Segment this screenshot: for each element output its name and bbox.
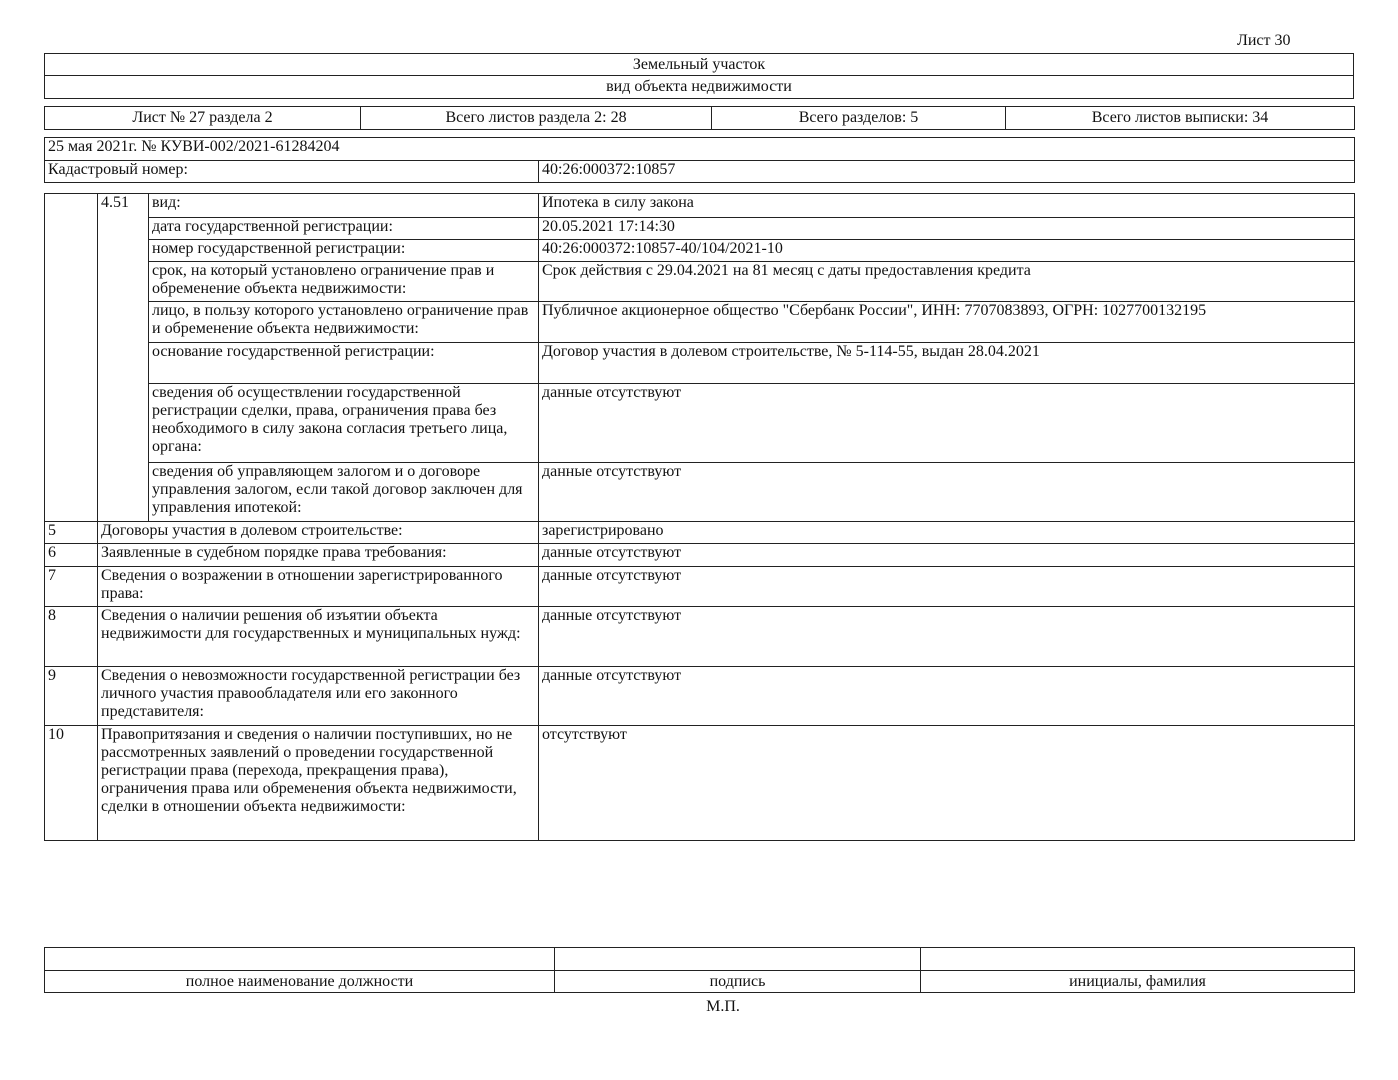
position-blank — [45, 948, 555, 971]
field-value: данные отсутствуют — [539, 463, 1355, 522]
object-type-caption: вид объекта недвижимости — [45, 76, 1354, 99]
cadastral-label: Кадастровый номер: — [45, 161, 539, 183]
table-row — [45, 567, 1355, 607]
object-type-table — [44, 53, 1354, 99]
stamp-place: М.П. — [706, 998, 740, 1015]
section-sheets-total: Всего листов раздела 2: 28 — [361, 107, 712, 130]
field-value: 20.05.2021 17:14:30 — [539, 218, 1355, 240]
sheet-number: Лист 30 — [1237, 32, 1291, 49]
sheet-number-in-section: Лист № 27 раздела 2 — [45, 107, 361, 130]
field-value: Ипотека в силу закона — [539, 194, 1355, 218]
object-type: Земельный участок — [45, 54, 1354, 76]
table-row — [45, 726, 1355, 841]
table-row — [45, 607, 1355, 667]
encumbrance-num: 4.51 — [98, 194, 149, 522]
field-value: Публичное акционерное общество "Сбербанк России", ИНН: 7707083893, ОГРН: 1027700132195 — [539, 302, 1355, 343]
cadastral-value: 40:26:000372:10857 — [539, 161, 1355, 183]
table-row — [45, 522, 1355, 544]
field-label: вид: — [149, 194, 539, 218]
field-value: Договор участия в долевом строительстве, № 5-114-55, выдан 28.04.2021 — [539, 343, 1355, 384]
item-value: данные отсутствуют — [539, 607, 1355, 667]
signature-caption: подпись — [555, 971, 921, 993]
item-value: данные отсутствуют — [539, 567, 1355, 607]
item-num: 5 — [45, 522, 98, 544]
field-label: лицо, в пользу которого установлено ограничение прав и обременение объекта недвижимости: — [149, 302, 539, 343]
table-row — [45, 667, 1355, 726]
signature-table — [44, 947, 1355, 993]
item-num: 8 — [45, 607, 98, 667]
position-caption: полное наименование должности — [45, 971, 555, 993]
field-label: номер государственной регистрации: — [149, 240, 539, 262]
item-value: данные отсутствуют — [539, 544, 1355, 567]
item-label: Сведения о возражении в отношении зарегистрированного права: — [98, 567, 539, 607]
date-and-number: 25 мая 2021г. № КУВИ-002/2021-61284204 — [45, 138, 1355, 161]
document-info-table — [44, 137, 1355, 183]
extract-sheets-total: Всего листов выписки: 34 — [1006, 107, 1355, 130]
field-label: дата государственной регистрации: — [149, 218, 539, 240]
name-caption: инициалы, фамилия — [921, 971, 1355, 993]
item-value: зарегистрировано — [539, 522, 1355, 544]
sheet-info-table — [44, 106, 1355, 130]
field-label: основание государственной регистрации: — [149, 343, 539, 384]
signature-blank — [555, 948, 921, 971]
table-row — [45, 544, 1355, 567]
field-value: Срок действия с 29.04.2021 на 81 месяц с даты предоставления кредита — [539, 262, 1355, 302]
item-label: Сведения о невозможности государственной регистрации без личного участия правообладателя или его законного представителя: — [98, 667, 539, 726]
sections-total: Всего разделов: 5 — [712, 107, 1006, 130]
main-table — [44, 193, 1355, 841]
item-value: отсутствуют — [539, 726, 1355, 841]
field-value: данные отсутствуют — [539, 384, 1355, 463]
field-label: срок, на который установлено ограничение прав и обременение объекта недвижимости: — [149, 262, 539, 302]
item-label: Заявленные в судебном порядке права требования: — [98, 544, 539, 567]
field-label: сведения об управляющем залогом и о договоре управления залогом, если такой договор заключен для управления ипотекой: — [149, 463, 539, 522]
item-num: 7 — [45, 567, 98, 607]
item-label: Правопритязания и сведения о наличии поступивших, но не рассмотренных заявлений о проведении государственной регистрации права (перехода, прекращения права), ограничения права или обременения объекта недвижимости, сделки в отношении объекта недвижимости: — [98, 726, 539, 841]
item-value: данные отсутствуют — [539, 667, 1355, 726]
item-num: 10 — [45, 726, 98, 841]
item-label: Сведения о наличии решения об изъятии объекта недвижимости для государственных и муниципальных нужд: — [98, 607, 539, 667]
name-blank — [921, 948, 1355, 971]
section-num-blank — [45, 194, 98, 522]
item-num: 9 — [45, 667, 98, 726]
field-value: 40:26:000372:10857-40/104/2021-10 — [539, 240, 1355, 262]
item-label: Договоры участия в долевом строительстве: — [98, 522, 539, 544]
field-label: сведения об осуществлении государственной регистрации сделки, права, ограничения права без необходимого в силу закона согласия третьего лица, органа: — [149, 384, 539, 463]
item-num: 6 — [45, 544, 98, 567]
